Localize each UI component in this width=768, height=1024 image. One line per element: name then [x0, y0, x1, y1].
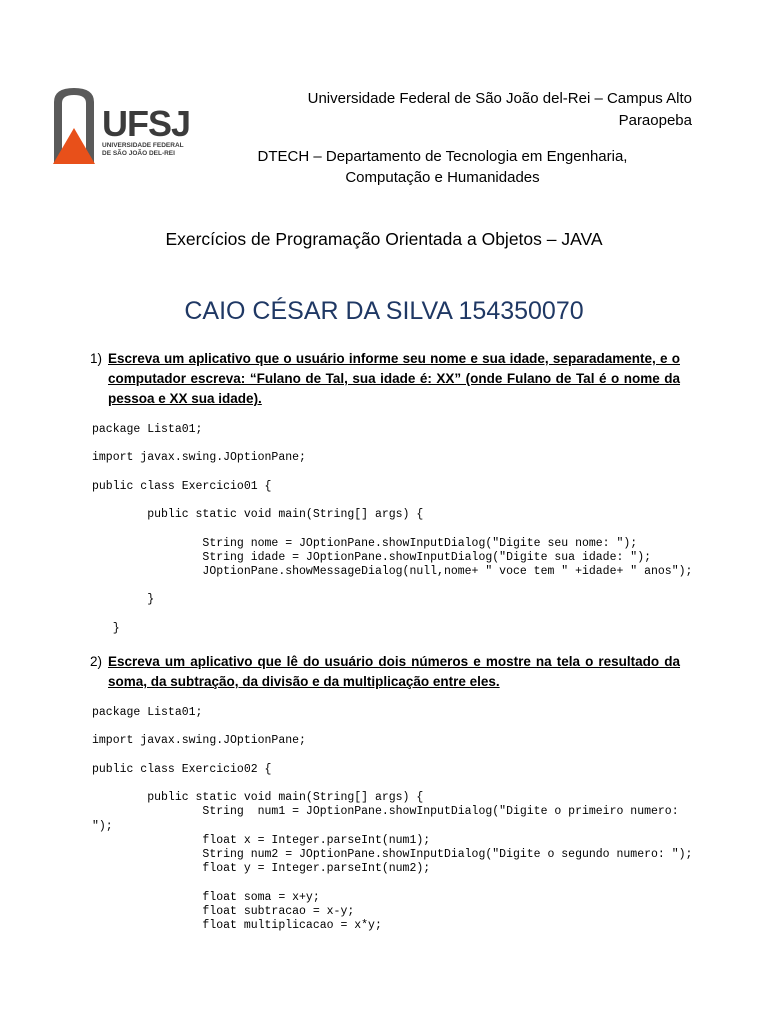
- exercise-text: Escreva um aplicativo que o usuário informe seu nome e sua idade, separadamente, e o computador escreva: “Fulano de Tal, sua idade é: XX” (onde Fulano de Tal é o nome da pessoa e XX sua idade).: [108, 351, 680, 406]
- document-subtitle: Exercícios de Programação Orientada a Objetos – JAVA: [165, 229, 603, 249]
- exercise-1-statement: [90, 349, 680, 409]
- author-heading: CAIO CÉSAR DA SILVA 154350070: [184, 297, 584, 325]
- logo-wordmark: UFSJ: [102, 103, 191, 144]
- exercise-text: Escreva um aplicativo que lê do usuário dois números e mostre na tela o resultado da soma, da subtração, da divisão e da multiplicação entre eles.: [108, 654, 680, 689]
- exercise-number: 2): [90, 654, 103, 669]
- ufsj-logo: [52, 86, 197, 166]
- university-name: Universidade Federal de São João del-Rei – Campus Alto Paraopeba: [307, 90, 692, 129]
- exercise-number: 1): [90, 351, 103, 366]
- logo-subtext: UNIVERSIDADE FEDERAL DE SÃO JOÃO DEL-REI: [102, 142, 184, 157]
- department-name: DTECH – Departamento de Tecnologia em Engenharia, Computação e Humanidades: [257, 148, 628, 186]
- exercise-2-statement: [90, 652, 680, 692]
- exercise-2-code: package Lista01; import javax.swing.JOptionPane; public class Exercicio02 { public static void main(String[] args) { String num1 = JOptionPane.showInputDialog("Digite o primeiro numero: "); float x = Integer.parseInt(num1); String num2 = JOptionPane.showInputDialog("Digite o segundo numero: "); float y = Integer.parseInt(num2); float soma = x+y; float subtracao = x-y; float multiplicacao = x*y;: [92, 706, 693, 933]
- exercise-1-code: package Lista01; import javax.swing.JOptionPane; public class Exercicio01 { public static void main(String[] args) { String nome = JOptionPane.showInputDialog("Digite seu nome: "); String idade = JOptionPane.showInputDialog("Digite sua idade: "); JOptionPane.showMessageDialog(null,nome+ " voce tem " +idade+ " anos"); } }: [92, 423, 693, 635]
